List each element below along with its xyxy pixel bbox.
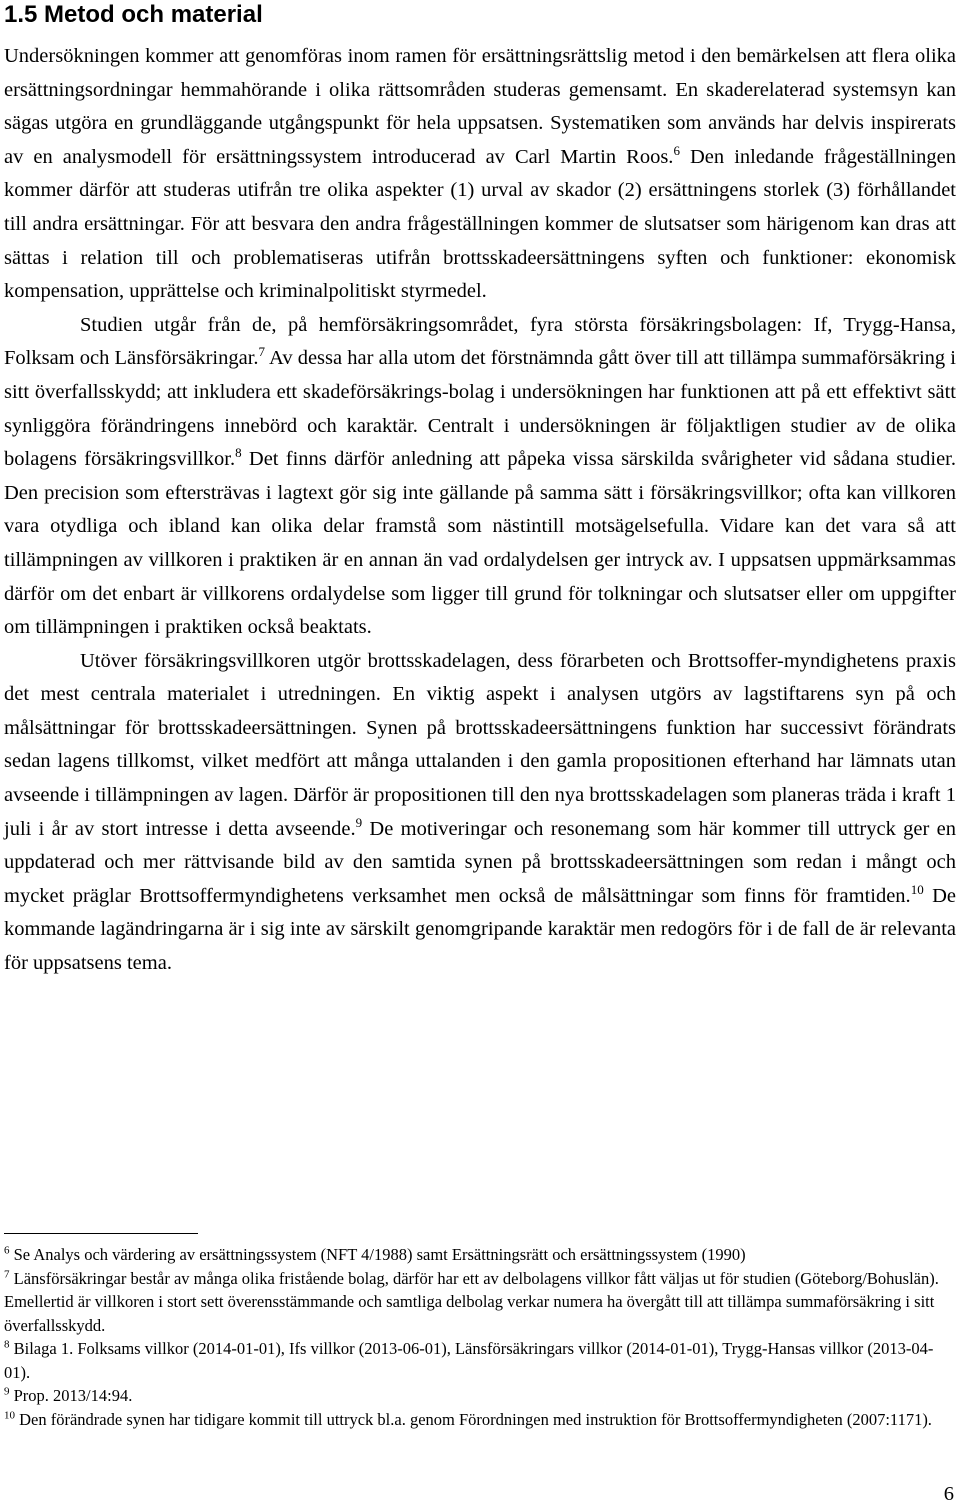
footnote-number: 8 xyxy=(4,1338,10,1351)
footnote-ref-7[interactable]: 7 xyxy=(258,344,266,360)
paragraph-1 xyxy=(4,40,956,309)
paragraph-1-text-b: Den inledande frågeställningen kommer därför att studeras utifrån tre olika aspekter (1) urval av skador (2) ersättningens storlek (3) förhållandet till andra ersättningar. För att besvara den andra frågeställningen kommer de slutsatser som härigenom kan dras att sättas i relation till och problematiseras utifrån brottsskadeersättningens syften och funktioner: ekonomisk kompensation, upprättelse och kriminalpolitiskt styrmedel. xyxy=(4,145,956,303)
footnote-10 xyxy=(4,1408,956,1432)
footnote-separator xyxy=(4,1233,198,1234)
paragraph-2-text-c: Det finns därför anledning att påpeka vissa särskilda svårigheter vid sådana studier. Den precision som eftersträvas i lagtext gör sig inte gällande på samma sätt i försäkringsvillkor; ofta kan villkoren vara otydliga och ibland kan olika delar framstå som nästintill motsägelsefulla. Vidare kan det vara så att tillämpningen av villkoren i praktiken är en annan än vad ordalydelsen ger intryck av. I uppsatsen uppmärksammas därför om det enbart är villkorens ordalydelse som ligger till grund för tolkningar och slutsatser eller om uppgifter om tillämpningen i praktiken också beaktats. xyxy=(4,448,956,639)
paragraph-3 xyxy=(4,645,956,981)
footnote-text: Länsförsäkringar består av många olika fristående bolag, därför har ett av delbolagens villkor fått väljas ut för studien (Göteborg/Bohuslän). Emellertid är villkoren i stort sett överensstämmande och samtliga delbolag verkar numera ha övergått till att tillämpa summaförsäkring i sitt överfallsskydd. xyxy=(4,1268,939,1335)
paragraph-2-text-a: Studien utgår från de, på hemförsäkringsområdet, fyra största försäkringsbolagen: If, Trygg-Hansa, Folksam och Länsförsäkringar. xyxy=(4,313,956,370)
footnote-number: 10 xyxy=(4,1409,15,1421)
footnote-9 xyxy=(4,1384,956,1408)
footnote-ref-8[interactable]: 8 xyxy=(235,445,242,461)
paragraph-3-text-b: De motiveringar och resonemang som här kommer till uttryck ger en uppdaterad och mer rättvisande bild av den samtida synen på brottsskadeersättningen som redan i mångt och mycket präglar Brottsoffermyndighetens verksamhet men också de målsättningar som finns för framtiden. xyxy=(4,817,956,907)
footnote-ref-10[interactable]: 10 xyxy=(910,882,924,898)
footnotes xyxy=(4,1243,956,1431)
section-heading: 1.5 Metod och material xyxy=(4,1,263,28)
paragraph-3-text-c: De kommande lagändringarna är i sig inte av särskilt genomgripande karaktär men redogörs för i de fall de är relevanta för uppsatsens tema. xyxy=(4,884,956,975)
body-text xyxy=(4,40,956,981)
footnote-text: Prop. 2013/14:94. xyxy=(9,1386,133,1405)
page-number: 6 xyxy=(943,1483,954,1505)
footnote-text: Bilaga 1. Folksams villkor (2014-01-01), Ifs villkor (2013-06-01), Länsförsäkringars villkor (2014-01-01), Trygg-Hansas villkor (2013-04-01). xyxy=(4,1339,934,1382)
footnote-ref-9[interactable]: 9 xyxy=(355,814,363,830)
footnote-text: Den förändrade synen har tidigare kommit till uttryck bl.a. genom Förordningen med instruktion för Brottsoffermyndigheten (2007:1171). xyxy=(15,1409,932,1429)
footnote-number: 6 xyxy=(4,1244,10,1257)
footnote-6 xyxy=(4,1243,956,1267)
footnote-8 xyxy=(4,1337,956,1384)
paragraph-2-text-b: Av dessa har alla utom det förstnämnda gått över till att tillämpa summaförsäkring i sitt överfallsskydd; att inkludera ett skadeförsäkrings-bolag i undersökningen har funktionen att på ett effektivt sätt synliggöra förändringens innebörd och karaktär. Centralt i undersökningen är följaktligen studier av de olika bolagens försäkringsvillkor. xyxy=(4,347,956,471)
footnote-number: 7 xyxy=(4,1268,10,1280)
footnote-ref-6[interactable]: 6 xyxy=(673,142,680,158)
footnote-number: 9 xyxy=(4,1385,10,1398)
footnote-7 xyxy=(4,1267,956,1338)
paragraph-2 xyxy=(4,309,956,645)
paragraph-3-text-a: Utöver försäkringsvillkoren utgör brottsskadelagen, dess förarbeten och Brottsoffer-myndighetens praxis det mest centrala materialet i utredningen. En viktig aspekt i analysen utgörs av lagstiftarens syn på och målsättningar för brottsskadeersättningen. Synen på brottsskadeersättningens funktion har successivt förändrats sedan lagens tillkomst, vilket medfört att många uttalanden i den gamla propositionen efterhand har lämnats utan avseende i tillämpningen av lagen. Därför är propositionen till den nya brottsskadelagen som planeras träda i kraft 1 juli i år av stort intresse i detta avseende. xyxy=(4,649,956,840)
paragraph-1-text-a: Undersökningen kommer att genomföras inom ramen för ersättningsrättslig metod i den bemärkelsen att flera olika ersättningsordningar hemmahörande i olika rättsområden studeras gemensamt. En skaderelaterad systemsyn kan sägas utgöra en grundläggande utgångspunkt för hela uppsatsen. Systematiken som används har delvis inspirerats av en analysmodell för ersättningssystem introducerad av Carl Martin Roos. xyxy=(4,45,956,168)
footnote-text: Se Analys och värdering av ersättningssystem (NFT 4/1988) samt Ersättningsrätt och ersättningssystem (1990) xyxy=(9,1245,746,1264)
